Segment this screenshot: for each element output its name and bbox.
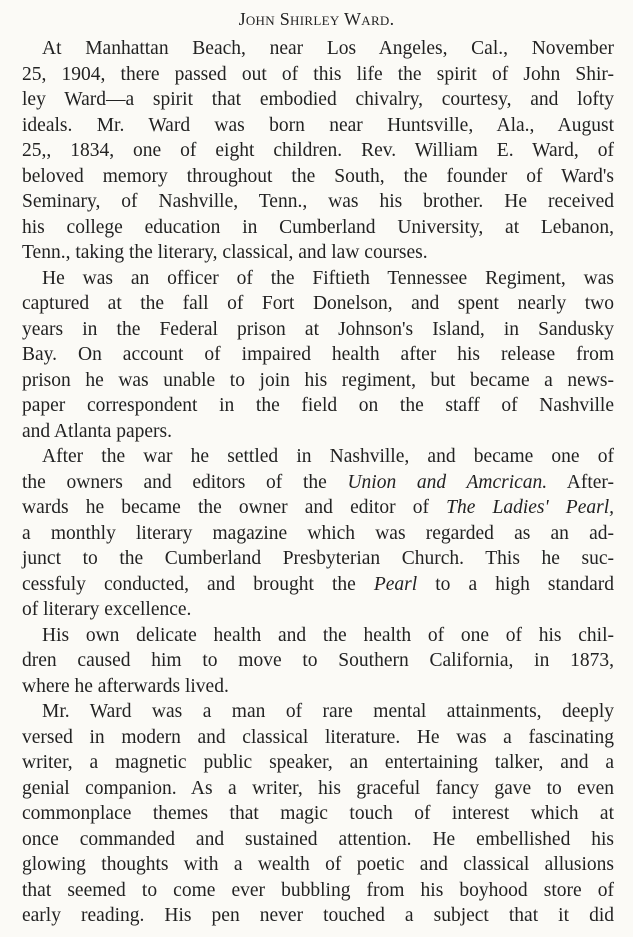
- text-line: [22, 495, 614, 521]
- line-text: After the war he settled in Nashville, and became one of: [42, 446, 614, 467]
- text-line: [22, 572, 614, 598]
- line-text: where he afterwards lived.: [22, 675, 229, 697]
- page-title: John Shirley Ward.: [238, 9, 395, 29]
- line-text: once commanded and sustained attention. He embellished his: [22, 828, 614, 850]
- line-text: 25, 1904, there passed out of this life the spirit of John Shir-: [22, 63, 614, 85]
- line-text: paper correspondent in the field on the staff of Nashville: [22, 395, 614, 416]
- text-line: [22, 62, 614, 88]
- line-text: glowing thoughts with a wealth of poetic and classical allusions: [22, 854, 614, 875]
- line-text: Bay. On account of impaired health after his release from: [22, 344, 614, 365]
- line-text: to a high standard: [417, 573, 614, 595]
- text-line: [22, 546, 614, 572]
- text-line: [22, 878, 614, 904]
- line-text: cessfuly conducted, and brought the: [22, 573, 374, 595]
- text-line: [22, 342, 614, 368]
- text-line: [22, 240, 614, 266]
- text-line: [22, 317, 614, 343]
- line-text: and Atlanta papers.: [22, 420, 172, 442]
- line-text: Mr. Ward was a man of rare mental attainments, deeply: [42, 701, 614, 722]
- italic-title-text: The Ladies' Pearl,: [446, 497, 615, 518]
- line-text: His own delicate health and the health of one of his chil-: [42, 624, 614, 646]
- text-line: [22, 189, 614, 215]
- text-line: [22, 725, 614, 751]
- line-text: dren caused him to move to Southern California, in 1873,: [22, 650, 614, 671]
- line-text: a monthly literary magazine which was regarded as an ad-: [22, 522, 614, 544]
- line-text: 25,, 1834, one of eight children. Rev. William E. Ward, of: [22, 140, 614, 161]
- line-text: junct to the Cumberland Presbyterian Church. This he suc-: [22, 548, 614, 569]
- text-line: [22, 827, 614, 853]
- text-line: [22, 801, 614, 827]
- line-text: versed in modern and classical literature. He was a fascinating: [22, 726, 614, 748]
- line-text: years in the Federal prison at Johnson's Island, in Sandusky: [22, 318, 614, 340]
- line-text: that seemed to come ever bubbling from his boyhood store of: [22, 879, 614, 901]
- line-text: of literary excellence.: [22, 599, 192, 620]
- text-line: [42, 699, 614, 725]
- text-line: [22, 419, 614, 445]
- line-text: the owners and editors of the: [22, 471, 348, 493]
- line-text: wards he became the owner and editor of: [22, 497, 447, 518]
- text-line: [22, 852, 614, 878]
- line-text: beloved memory throughout the South, the founder of Ward's: [22, 165, 614, 187]
- text-line: [42, 36, 614, 62]
- text-line: [22, 521, 614, 547]
- text-line: [22, 597, 614, 623]
- text-line: [22, 164, 614, 190]
- line-text: After-: [547, 471, 614, 493]
- text-line: [22, 215, 614, 241]
- text-line: [22, 470, 614, 496]
- text-line: [22, 393, 614, 419]
- text-line: [22, 87, 614, 113]
- text-line: [22, 648, 614, 674]
- line-text: genial companion. As a writer, his graceful fancy gave to even: [22, 777, 614, 799]
- line-text: his college education in Cumberland University, at Lebanon,: [22, 216, 614, 238]
- italic-title-text: Union and Amcrican.: [347, 471, 548, 493]
- text-line: [22, 903, 614, 929]
- text-line: [22, 776, 614, 802]
- line-text: He was an officer of the Fiftieth Tennessee Regiment, was: [42, 267, 614, 289]
- line-text: prison he was unable to join his regiment, but became a news-: [22, 369, 614, 391]
- line-text: commonplace themes that magic touch of interest which at: [22, 803, 614, 824]
- text-line: [22, 138, 614, 164]
- line-text: early reading. His pen never touched a subject that it did: [22, 905, 614, 926]
- line-text: Seminary, of Nashville, Tenn., was his brother. He received: [22, 191, 614, 212]
- line-text: ley Ward—a spirit that embodied chivalry, courtesy, and lofty: [22, 89, 614, 110]
- line-text: writer, a magnetic public speaker, an entertaining talker, and a: [22, 752, 614, 773]
- italic-title-text: Pearl: [373, 573, 418, 595]
- text-line: [22, 113, 614, 139]
- text-line: [42, 623, 614, 649]
- text-line: [22, 750, 614, 776]
- text-line: [42, 444, 614, 470]
- line-text: Tenn., taking the literary, classical, and law courses.: [22, 242, 428, 263]
- text-line: [22, 674, 614, 700]
- text-line: [22, 368, 614, 394]
- text-line: [22, 291, 614, 317]
- line-text: At Manhattan Beach, near Los Angeles, Cal., November: [42, 38, 614, 59]
- line-text: ideals. Mr. Ward was born near Huntsville, Ala., August: [22, 114, 614, 136]
- text-line: [42, 266, 614, 292]
- line-text: captured at the fall of Fort Donelson, and spent nearly two: [22, 293, 614, 314]
